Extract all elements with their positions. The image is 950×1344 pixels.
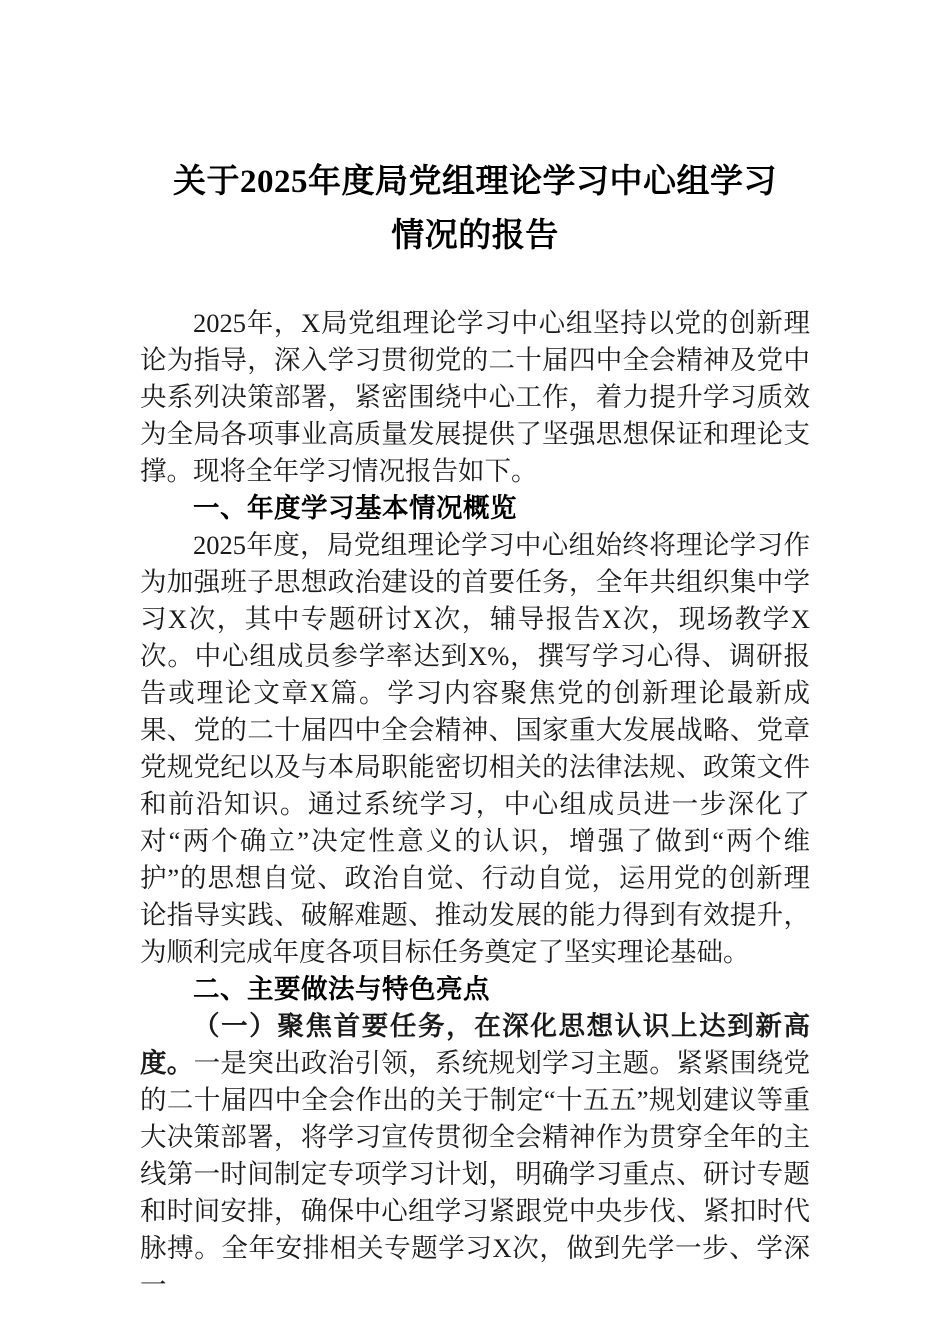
section-2-subpoint-1 (140, 1008, 810, 1304)
page-title-line-1: 关于2025年度局党组理论学习中心组学习 (173, 164, 777, 200)
heading-section-1: 一、年度学习基本情况概览 (193, 493, 517, 523)
page-title (140, 0, 810, 263)
heading-section-2: 二、主要做法与特色亮点 (193, 974, 490, 1004)
document-content (140, 0, 810, 1304)
section-2-subpoint-1-lead: （一）聚焦首要任务，在深化思想认识上达到新高度。 (140, 1011, 810, 1078)
page-title-line-2: 情况的报告 (391, 218, 559, 254)
section-1-paragraph: 2025年度，局党组理论学习中心组始终将理论学习作为加强班子思想政治建设的首要任务，全年共组织集中学习X次，其中专题研讨X次，辅导报告X次，现场教学X次。中心组成员参学率达到X%，撰写学习心得、调研报告或理论文章X篇。学习内容聚焦党的创新理论最新成果、党的二十届四中全会精神、国家重大发展战略、党章党规党纪以及与本局职能密切相关的法律法规、政策文件和前沿知识。通过系统学习，中心组成员进一步深化了对“两个确立”决定性意义的认识，增强了做到“两个维护”的思想自觉、政治自觉、行动自觉，运用党的创新理论指导实践、破解难题、推动发展的能力得到有效提升，为顺利完成年度各项目标任务奠定了坚实理论基础。 (140, 530, 810, 967)
intro-paragraph: 2025年，X局党组理论学习中心组坚持以党的创新理论为指导，深入学习贯彻党的二十届四中全会精神及党中央系列决策部署，紧密围绕中心工作，着力提升学习质效为全局各项事业高质量发展提供了坚强思想保证和理论支撑。现将全年学习情况报告如下。 (140, 308, 810, 486)
section-2-subpoint-1-body: 一是突出政治引领，系统规划学习主题。紧紧围绕党的二十届四中全会作出的关于制定“十五五”规划建议等重大决策部署，将学习宣传贯彻全会精神作为贯穿全年的主线第一时间制定专项学习计划，明确学习重点、研讨专题和时间安排，确保中心组学习紧跟党中央步伐、紧扣时代脉搏。全年安排相关专题学习X次，做到先学一步、学深一 (140, 1048, 810, 1300)
